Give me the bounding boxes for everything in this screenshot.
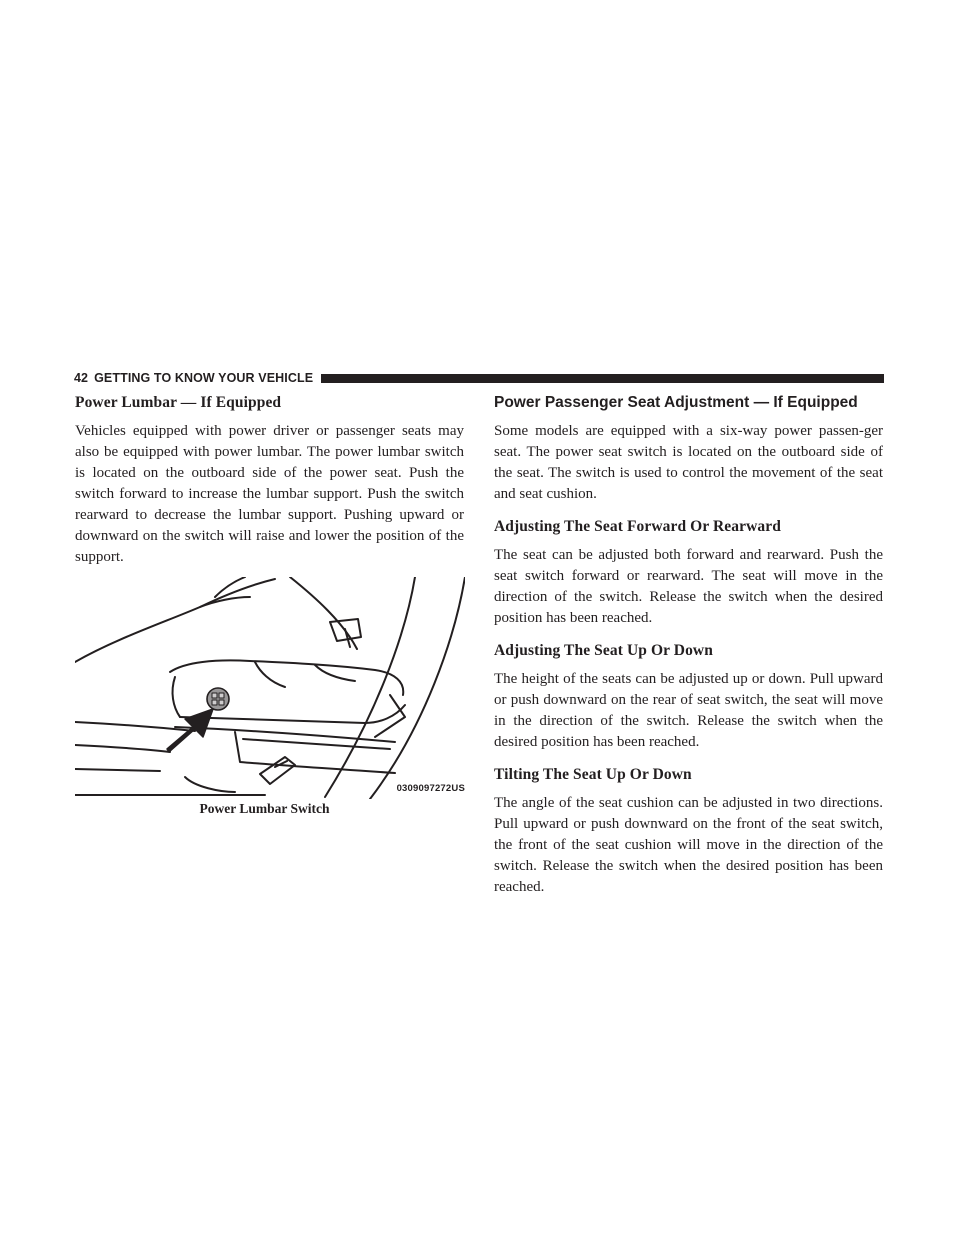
figure-caption: Power Lumbar Switch bbox=[199, 801, 330, 816]
power-lumbar-heading: Power Lumbar — If Equipped bbox=[75, 394, 282, 411]
power-lumbar-paragraph: Vehicles equipped with power driver or passenger seats may also be equipped with power lumbar. The power lumbar switch is located on the outboard side of the power seat. Push the switch forward to increase the lumbar support. Push the switch rearward to decrease the lumbar support. Pushing upward or downward on the switch will raise and lower the position of the support. bbox=[75, 423, 464, 565]
page-header bbox=[74, 370, 884, 386]
left-column bbox=[75, 393, 464, 817]
section-title: GETTING TO KNOW YOUR VEHICLE bbox=[94, 371, 314, 385]
running-head bbox=[74, 371, 313, 385]
page-number: 42 bbox=[74, 371, 89, 385]
up-down-paragraph: The height of the seats can be adjusted up or down. Pull upward or push downward on the rear of seat switch, the seat will move in the direction of the switch. Release the switch when the desired position has been reached. bbox=[494, 671, 883, 750]
power-passenger-seat-intro: Some models are equipped with a six-way power passen-ger seat. The power seat switch is located on the outboard side of the seat. The switch is used to control the movement of the seat and seat cushion. bbox=[494, 423, 883, 502]
header-rule bbox=[321, 374, 884, 383]
tilting-paragraph: The angle of the seat cushion can be adjusted in two directions. Pull upward or push downward on the front of the seat switch, the front of the seat cushion will move in the direction of the switch. Release the switch when the desired position has been reached. bbox=[494, 795, 883, 895]
forward-rearward-heading: Adjusting The Seat Forward Or Rearward bbox=[494, 518, 781, 535]
right-column bbox=[494, 393, 883, 910]
up-down-heading: Adjusting The Seat Up Or Down bbox=[494, 642, 713, 659]
forward-rearward-paragraph: The seat can be adjusted both forward and rearward. Push the seat switch forward or rearward. The seat will move in the direction of the switch. Release the switch when the desired position has been reached. bbox=[494, 547, 883, 626]
tilting-heading: Tilting The Seat Up Or Down bbox=[494, 766, 692, 783]
figure-code: 0309097272US bbox=[396, 783, 465, 794]
power-lumbar-figure bbox=[75, 577, 465, 799]
power-passenger-seat-heading: Power Passenger Seat Adjustment — If Equipped bbox=[494, 394, 858, 411]
seat-illustration bbox=[75, 577, 465, 799]
